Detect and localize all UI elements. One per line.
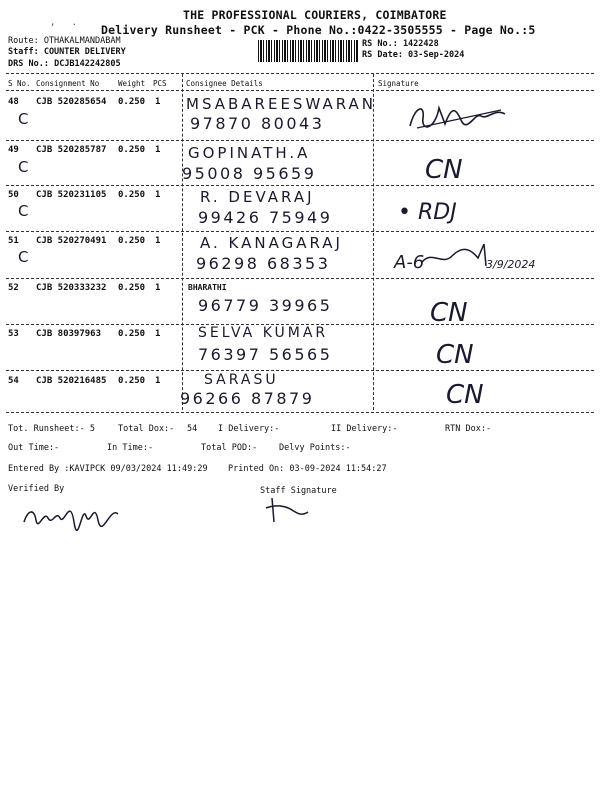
row-divider [6, 140, 594, 141]
signature-scribble [405, 96, 515, 134]
row-consignee-name: MSABAREESWARAN [186, 95, 377, 113]
row-consignment-no: CJB 520333232 [36, 283, 107, 293]
row-weight: 0.250 [118, 97, 146, 107]
route-label: Route: OTHAKALMANDABAM [8, 36, 121, 46]
col-consignee: Consignee Details [186, 79, 263, 88]
row-handwritten-mark: C [18, 248, 29, 266]
row-sno: 51 [8, 236, 19, 246]
row-consignee-phone: 97870 80043 [190, 114, 325, 133]
total-dox-value: 54 [187, 424, 198, 434]
table-header-rule [6, 90, 594, 91]
row-consignment-no: CJB 80397963 [36, 329, 102, 339]
col-divider-signature [373, 74, 374, 410]
row-divider [6, 185, 594, 186]
row-divider [6, 231, 594, 232]
col-sno: S No. [8, 79, 31, 88]
row-pcs: 1 [155, 376, 161, 386]
row-signature: • RDJ [398, 200, 457, 225]
runsheet-title: Delivery Runsheet - PCK - Phone No.:0422-3505555 - Page No.:5 [101, 23, 536, 37]
row-consignee-name: A. KANAGARAJ [200, 234, 343, 252]
total-dox-label: Total Dox:- [118, 424, 175, 434]
col-consignment: Consignment No [36, 79, 100, 88]
drs-value: DCJB142242805 [54, 59, 121, 69]
col-weight: Weight [118, 79, 146, 88]
row-weight: 0.250 [118, 236, 146, 246]
row-pcs: 1 [155, 329, 161, 339]
row-consignee-phone: 95008 95659 [182, 164, 317, 183]
row-consignee-phone: 96266 87879 [180, 389, 315, 408]
ii-delivery: II Delivery:- [331, 424, 398, 434]
row-sno: 54 [8, 376, 19, 386]
row-pcs: 1 [155, 97, 161, 107]
row-pcs: 1 [155, 236, 161, 246]
company-name: THE PROFESSIONAL COURIERS, COIMBATORE [183, 8, 447, 22]
total-runsheet: Tot. Runsheet:- 5 [8, 424, 95, 434]
row-consignee-name: SARASU [204, 372, 279, 388]
row-handwritten-mark: C [18, 202, 29, 220]
row-signature: CN [436, 340, 474, 370]
row-consignment-no: CJB 520231105 [36, 190, 107, 200]
row-sno: 52 [8, 283, 19, 293]
row-sno: 48 [8, 97, 19, 107]
row-weight: 0.250 [118, 145, 146, 155]
row-divider [6, 370, 594, 371]
row-consignee-phone: 99426 75949 [198, 208, 333, 227]
i-delivery: I Delivery:- [218, 424, 280, 434]
barcode [258, 40, 358, 62]
row-pcs: 1 [155, 283, 161, 293]
row-consignee-phone: 96298 68353 [196, 254, 331, 273]
rs-date: RS Date: 03-Sep-2024 [362, 50, 465, 60]
row-consignment-no: CJB 520285787 [36, 145, 107, 155]
scan-specks: , . [50, 18, 78, 28]
row-handwritten-mark: C [18, 158, 29, 176]
row-sno: 50 [8, 190, 19, 200]
total-pod: Total POD:- [201, 443, 258, 453]
verified-by: Verified By [8, 484, 65, 494]
row-consignee-phone: 76397 56565 [198, 345, 333, 364]
verified-signature [20, 492, 130, 532]
row-signature: CN [446, 380, 484, 410]
rtn-dox: RTN Dox:- [445, 424, 492, 434]
row-divider [6, 278, 594, 279]
staff-label: Staff: COUNTER DELIVERY [8, 47, 126, 57]
in-time: In Time:- [107, 443, 154, 453]
table-top-rule [6, 73, 594, 74]
drs-number [8, 59, 121, 69]
row-consignee-name: R. DEVARAJ [200, 188, 315, 206]
row-sno: 49 [8, 145, 19, 155]
rs-number: RS No.: 1422428 [362, 39, 439, 49]
row-sno: 53 [8, 329, 19, 339]
row-weight: 0.250 [118, 376, 146, 386]
row-weight: 0.250 [118, 283, 146, 293]
row-signature: A-6 [394, 252, 425, 273]
row-weight: 0.250 [118, 329, 146, 339]
col-divider-consignee [182, 74, 183, 410]
row-consignment-no: CJB 520270491 [36, 236, 107, 246]
drs-label: DRS No.: [8, 59, 49, 69]
row-handwritten-mark: C [18, 110, 29, 128]
row-consignment-no: CJB 520285654 [36, 97, 107, 107]
col-signature: Signature [378, 79, 419, 88]
staff-signature-label: Staff Signature [260, 486, 337, 496]
row-consignee-name: GOPINATH.A [188, 144, 311, 162]
row-signature: CN [425, 155, 463, 185]
staff-signature [262, 496, 312, 526]
col-pcs: PCS [153, 79, 167, 88]
table-bottom-rule [6, 412, 594, 413]
entered-by: Entered By :KAVIPCK 09/03/2024 11:49:29 [8, 464, 208, 474]
row-consignee-name: BHARATHI [188, 283, 227, 292]
row-consignment-no: CJB 520216485 [36, 376, 107, 386]
row-pcs: 1 [155, 190, 161, 200]
row-signature-date: 3/9/2024 [486, 258, 536, 271]
delivery-points: Delvy Points:- [279, 443, 351, 453]
row-consignee-name: SELVA KUMAR [198, 325, 329, 341]
row-pcs: 1 [155, 145, 161, 155]
row-weight: 0.250 [118, 190, 146, 200]
row-signature: CN [430, 298, 468, 328]
out-time: Out Time:- [8, 443, 60, 453]
printed-on: Printed On: 03-09-2024 11:54:27 [228, 464, 387, 474]
row-consignee-phone: 96779 39965 [198, 296, 333, 315]
